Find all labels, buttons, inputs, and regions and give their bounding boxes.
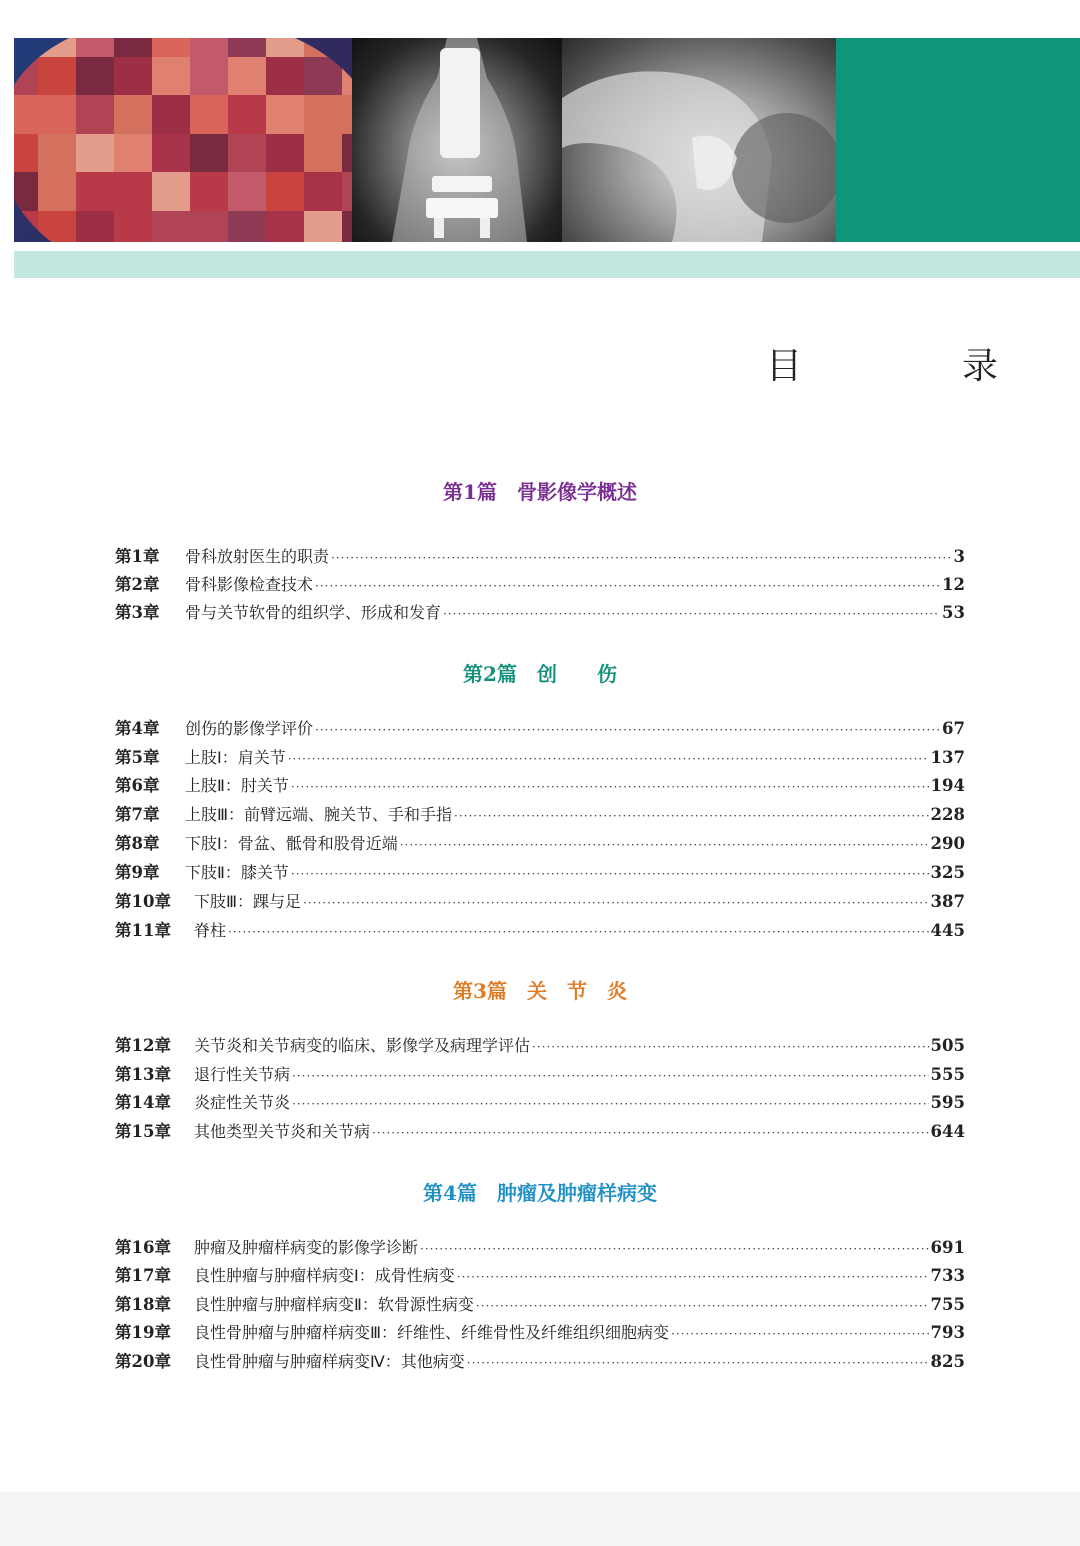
chapter-number: 第4章 xyxy=(115,719,160,738)
chapter-number: 第13章 xyxy=(115,1065,171,1084)
toc-entry[interactable] xyxy=(115,1262,965,1286)
dot-leader xyxy=(457,1270,929,1284)
page-number: 67 xyxy=(942,719,965,738)
dot-leader xyxy=(288,752,929,766)
green-color-block xyxy=(836,38,1080,242)
mosaic-cell xyxy=(38,134,76,173)
chapter-title: 退行性关节病 xyxy=(194,1065,291,1084)
footer-strip xyxy=(0,1492,1080,1546)
page-number: 644 xyxy=(930,1122,965,1141)
toc-entry[interactable] xyxy=(115,543,965,567)
chapter-title: 骨科影像检查技术 xyxy=(185,575,314,594)
mosaic-cell xyxy=(152,57,190,96)
page-title: 目 录 xyxy=(766,346,1061,387)
mosaic-cell xyxy=(14,38,38,57)
mosaic-cell xyxy=(38,57,76,96)
mosaic-cell xyxy=(190,57,228,96)
toc-entry[interactable] xyxy=(115,1319,965,1343)
dot-leader xyxy=(467,1356,929,1370)
page-number: 595 xyxy=(930,1093,965,1112)
chapter-number: 第11章 xyxy=(115,921,171,940)
chapter-number: 第10章 xyxy=(115,892,171,911)
mosaic-cell xyxy=(38,38,76,57)
toc-entry[interactable] xyxy=(115,1348,965,1372)
part-heading-1: 第1篇 骨影像学概述 xyxy=(443,480,637,504)
page-number: 387 xyxy=(930,892,965,911)
chapter-number: 第2章 xyxy=(115,575,160,594)
part-heading-2: 第2篇 创 伤 xyxy=(463,662,617,686)
mosaic-cell xyxy=(304,95,342,134)
page-number: 53 xyxy=(942,603,965,622)
mosaic-cell xyxy=(304,211,342,242)
toc-entry[interactable] xyxy=(115,1118,965,1142)
mosaic-cell xyxy=(228,134,266,173)
mosaic-cell xyxy=(304,172,342,211)
dot-leader xyxy=(331,551,952,565)
mosaic-cell xyxy=(114,134,152,173)
header-banner xyxy=(14,38,1080,242)
chapter-number: 第16章 xyxy=(115,1238,171,1257)
mosaic-cell xyxy=(304,38,342,57)
mosaic-cell xyxy=(14,172,38,211)
dot-leader xyxy=(454,809,929,823)
mosaic-cell xyxy=(266,134,304,173)
hip-xray-image xyxy=(562,38,836,242)
chapter-title: 骨科放射医生的职责 xyxy=(185,547,330,566)
mosaic-cell xyxy=(228,57,266,96)
chapter-number: 第8章 xyxy=(115,834,160,853)
chapter-title: 骨与关节软骨的组织学、形成和发育 xyxy=(185,603,442,622)
chapter-number: 第3章 xyxy=(115,603,160,622)
chapter-number: 第17章 xyxy=(115,1266,171,1285)
mosaic-cell xyxy=(152,172,190,211)
page-number: 194 xyxy=(930,776,965,795)
dot-leader xyxy=(532,1040,929,1054)
dot-leader xyxy=(443,607,940,621)
mosaic-cell xyxy=(152,95,190,134)
chapter-title: 其他类型关节炎和关节病 xyxy=(194,1122,371,1141)
chapter-number: 第12章 xyxy=(115,1036,171,1055)
mosaic-cell xyxy=(266,57,304,96)
page-number: 793 xyxy=(930,1323,965,1342)
page-number: 12 xyxy=(942,575,965,594)
mosaic-cell xyxy=(38,172,76,211)
page-number: 505 xyxy=(930,1036,965,1055)
dot-leader xyxy=(400,838,929,852)
toc-entry[interactable] xyxy=(115,1234,965,1258)
toc-entry[interactable] xyxy=(115,917,965,941)
mosaic-cell xyxy=(76,95,114,134)
chapter-number: 第7章 xyxy=(115,805,160,824)
mosaic-cell xyxy=(76,38,114,57)
page-number: 733 xyxy=(930,1266,965,1285)
mosaic-cell xyxy=(266,211,304,242)
mosaic-cell xyxy=(190,172,228,211)
chapter-number: 第20章 xyxy=(115,1352,171,1371)
mosaic-cell xyxy=(76,57,114,96)
page-number: 555 xyxy=(930,1065,965,1084)
dot-leader xyxy=(228,925,929,939)
pixelated-clinical-photo xyxy=(14,38,352,242)
chapter-title: 肿瘤及肿瘤样病变的影像学诊断 xyxy=(194,1238,419,1257)
chapter-number: 第6章 xyxy=(115,776,160,795)
dot-leader xyxy=(292,1097,929,1111)
chapter-number: 第9章 xyxy=(115,863,160,882)
mosaic-cell xyxy=(14,134,38,173)
mosaic-cell xyxy=(76,134,114,173)
dot-leader xyxy=(303,896,929,910)
mosaic-cell xyxy=(76,211,114,242)
toc-entry[interactable] xyxy=(115,859,965,883)
mosaic-cell xyxy=(114,172,152,211)
chapter-number: 第15章 xyxy=(115,1122,171,1141)
chapter-title: 关节炎和关节病变的临床、影像学及病理学评估 xyxy=(194,1036,531,1055)
chapter-title: 良性骨肿瘤与肿瘤样病变Ⅲ：纤维性、纤维骨性及纤维组织细胞病变 xyxy=(194,1323,670,1342)
page-number: 825 xyxy=(930,1352,965,1371)
mosaic-cell xyxy=(266,95,304,134)
chapter-title: 良性肿瘤与肿瘤样病变Ⅱ：软骨源性病变 xyxy=(194,1295,474,1314)
mosaic-cell xyxy=(190,95,228,134)
dot-leader xyxy=(315,723,940,737)
mosaic-cell xyxy=(38,211,76,242)
mosaic-cell xyxy=(304,57,342,96)
mosaic-cell xyxy=(114,38,152,57)
chapter-title: 上肢Ⅰ：肩关节 xyxy=(185,748,286,767)
chapter-number: 第5章 xyxy=(115,748,160,767)
mosaic-cell xyxy=(190,38,228,57)
page-number: 290 xyxy=(930,834,965,853)
ankle-xray-image xyxy=(352,38,562,242)
toc-entry[interactable] xyxy=(115,571,965,595)
chapter-title: 上肢Ⅲ：前臂远端、腕关节、手和手指 xyxy=(185,805,453,824)
mosaic-cell xyxy=(228,38,266,57)
dot-leader xyxy=(291,867,929,881)
chapter-title: 下肢Ⅱ：膝关节 xyxy=(185,863,289,882)
toc-entry[interactable] xyxy=(115,1089,965,1113)
toc-entry[interactable] xyxy=(115,1061,965,1085)
chapter-title: 下肢Ⅲ：踝与足 xyxy=(194,892,302,911)
chapter-title: 上肢Ⅱ：肘关节 xyxy=(185,776,289,795)
mosaic-cell xyxy=(38,95,76,134)
mosaic-cell xyxy=(14,211,38,242)
mosaic-cell xyxy=(114,95,152,134)
page-number: 325 xyxy=(930,863,965,882)
page-number: 445 xyxy=(930,921,965,940)
toc-entry[interactable] xyxy=(115,1291,965,1315)
chapter-number: 第18章 xyxy=(115,1295,171,1314)
dot-leader xyxy=(420,1242,929,1256)
toc-entry[interactable] xyxy=(115,801,965,825)
toc-entry[interactable] xyxy=(115,715,965,739)
part-heading-4: 第4篇 肿瘤及肿瘤样病变 xyxy=(423,1181,657,1205)
toc-entry[interactable] xyxy=(115,1032,965,1056)
toc-entry[interactable] xyxy=(115,772,965,796)
mosaic-cell xyxy=(152,134,190,173)
page-number: 137 xyxy=(930,748,965,767)
chapter-title: 炎症性关节炎 xyxy=(194,1093,291,1112)
mosaic-cell xyxy=(152,211,190,242)
part-heading-3: 第3篇 关 节 炎 xyxy=(453,979,627,1003)
mosaic-cell xyxy=(228,211,266,242)
dot-leader xyxy=(292,1069,929,1083)
dot-leader xyxy=(372,1126,929,1140)
chapter-title: 创伤的影像学评价 xyxy=(185,719,314,738)
chapter-title: 良性骨肿瘤与肿瘤样病变Ⅳ：其他病变 xyxy=(194,1352,465,1371)
dot-leader xyxy=(291,780,929,794)
page-number: 691 xyxy=(930,1238,965,1257)
chapter-number: 第14章 xyxy=(115,1093,171,1112)
mosaic-cell xyxy=(14,95,38,134)
mosaic-cell xyxy=(152,38,190,57)
page-number: 755 xyxy=(930,1295,965,1314)
mosaic-cell xyxy=(266,38,304,57)
mosaic-cell xyxy=(304,134,342,173)
dot-leader xyxy=(315,579,940,593)
dot-leader xyxy=(671,1327,929,1341)
chapter-title: 良性肿瘤与肿瘤样病变Ⅰ：成骨性病变 xyxy=(194,1266,455,1285)
chapter-number: 第19章 xyxy=(115,1323,171,1342)
mosaic-cell xyxy=(190,134,228,173)
toc-entry[interactable] xyxy=(115,830,965,854)
mosaic-cell xyxy=(114,57,152,96)
chapter-number: 第1章 xyxy=(115,547,160,566)
page-number: 228 xyxy=(930,805,965,824)
mosaic-blur xyxy=(14,38,380,242)
mosaic-cell xyxy=(228,95,266,134)
chapter-title: 下肢Ⅰ：骨盆、骶骨和股骨近端 xyxy=(185,834,398,853)
dot-leader xyxy=(476,1299,929,1313)
mosaic-cell xyxy=(228,172,266,211)
mosaic-cell xyxy=(190,211,228,242)
page-number: 3 xyxy=(953,547,965,566)
toc-entry[interactable] xyxy=(115,888,965,912)
toc-entry[interactable] xyxy=(115,744,965,768)
mosaic-cell xyxy=(14,57,38,96)
toc-entry[interactable] xyxy=(115,599,965,623)
mosaic-cell xyxy=(114,211,152,242)
mosaic-cell xyxy=(76,172,114,211)
mosaic-cell xyxy=(266,172,304,211)
chapter-title: 脊柱 xyxy=(194,921,227,940)
mint-stripe xyxy=(14,251,1080,278)
